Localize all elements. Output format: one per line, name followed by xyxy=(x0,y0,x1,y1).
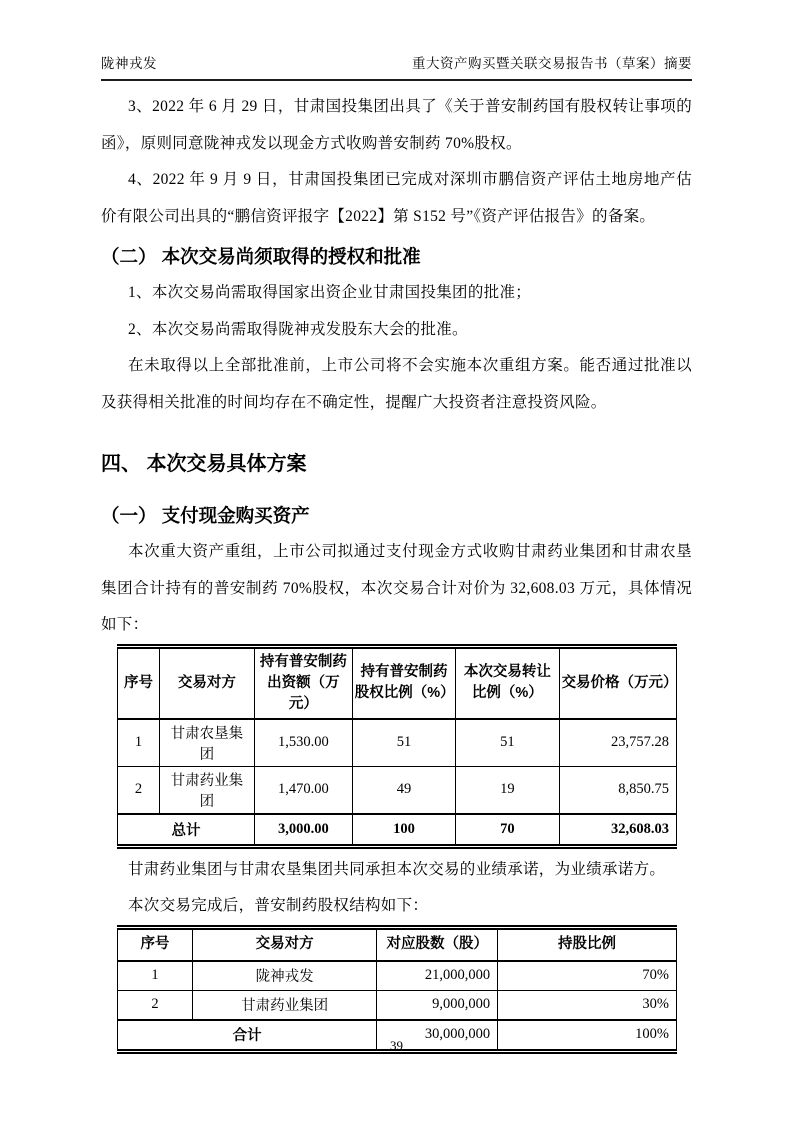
section-heading-4-1: （一） 支付现金购买资产 xyxy=(101,505,310,526)
table-row xyxy=(118,719,677,767)
deal-summary-paragraph: 本次重大资产重组，上市公司拟通过支付现金方式收购甘肃药业集团和甘肃农垦集团合计持有的普安制药 70%股权，本次交易合计对价为 32,608.03 万元，具体情况如下： xyxy=(101,543,692,633)
header-company-name: 陇神戎发 xyxy=(101,56,157,71)
approval-item-1: 1、本次交易尚需取得国家出资企业甘肃国投集团的批准； xyxy=(128,284,532,301)
cell-counterparty: 甘肃农垦集团 xyxy=(159,719,254,767)
approval-item-2: 2、本次交易尚需取得陇神戎发股东大会的批准。 xyxy=(128,320,468,338)
col-header-counterparty: 交易对方 xyxy=(192,927,376,961)
cell-counterparty: 陇神戎发 xyxy=(192,961,376,991)
col-header-index: 序号 xyxy=(118,646,160,719)
promise-paragraph: 甘肃药业集团与甘肃农垦集团共同承担本次交易的业绩承诺，为业绩承诺方。 xyxy=(128,860,666,878)
col-header-shares: 对应股数（股） xyxy=(377,927,498,961)
cell-counterparty: 甘肃药业集团 xyxy=(159,766,254,814)
structure-paragraph: 本次交易完成后，普安制药股权结构如下： xyxy=(128,897,429,914)
total-equity-ratio: 100 xyxy=(352,814,455,847)
col-header-counterparty: 交易对方 xyxy=(159,646,254,719)
col-header-equity-ratio: 持有普安制药股权比例（%） xyxy=(352,646,455,719)
header-doc-title: 重大资产购买暨关联交易报告书（草案）摘要 xyxy=(412,56,692,71)
col-header-transfer-ratio: 本次交易转让比例（%） xyxy=(456,646,559,719)
cell-price: 8,850.75 xyxy=(559,766,676,814)
paragraph-item-3: 3、2022 年 6 月 29 日，甘肃国投集团出具了《关于普安制药国有股权转让事项的函》，原则同意陇神戎发以现金方式收购普安制药 70%股权。 xyxy=(101,98,692,152)
cell-index: 2 xyxy=(118,990,193,1020)
section-heading-2: （二） 本次交易尚须取得的授权和批准 xyxy=(101,246,421,267)
page-body xyxy=(101,86,692,1054)
cell-equity-ratio: 51 xyxy=(352,719,455,767)
cell-capital: 1,530.00 xyxy=(254,719,352,767)
total-label: 合计 xyxy=(118,1020,377,1052)
total-capital: 3,000.00 xyxy=(254,814,352,847)
cell-share-ratio: 70% xyxy=(498,961,677,991)
page-number: 39 xyxy=(390,1038,403,1053)
col-header-share-ratio: 持股比例 xyxy=(498,927,677,961)
total-price: 32,608.03 xyxy=(559,814,676,847)
cell-capital: 1,470.00 xyxy=(254,766,352,814)
total-shares: 30,000,000 xyxy=(377,1020,498,1052)
paragraph-item-4: 4、2022 年 9 月 9 日，甘肃国投集团已完成对深圳市鹏信资产评估土地房地产估价有限公司出具的“鹏信资评报字【2022】第 S152 号”《资产评估报告》的备案。 xyxy=(101,171,692,225)
chapter-heading-4: 四、 本次交易具体方案 xyxy=(101,453,307,475)
cell-transfer-ratio: 19 xyxy=(456,766,559,814)
cell-counterparty: 甘肃药业集团 xyxy=(192,990,376,1020)
col-header-price: 交易价格（万元） xyxy=(559,646,676,719)
risk-paragraph: 在未取得以上全部批准前，上市公司将不会实施本次重组方案。能否通过批准以及获得相关批准的时间均存在不确定性，提醒广大投资者注意投资风险。 xyxy=(101,357,692,411)
transaction-price-table-wrap xyxy=(117,644,677,849)
cell-equity-ratio: 49 xyxy=(352,766,455,814)
cell-transfer-ratio: 51 xyxy=(456,719,559,767)
total-transfer-ratio: 70 xyxy=(456,814,559,847)
col-header-index: 序号 xyxy=(118,927,193,961)
equity-structure-table-wrap xyxy=(117,925,677,1054)
cell-index: 1 xyxy=(118,719,160,767)
running-header xyxy=(101,52,692,81)
cell-share-ratio: 30% xyxy=(498,990,677,1020)
transaction-price-table xyxy=(117,644,677,849)
table-header-row xyxy=(118,646,677,719)
cell-index: 1 xyxy=(118,961,193,991)
table-header-row xyxy=(118,927,677,961)
cell-price: 23,757.28 xyxy=(559,719,676,767)
col-header-capital: 持有普安制药出资额（万元） xyxy=(254,646,352,719)
table-row xyxy=(118,990,677,1020)
table-total-row xyxy=(118,814,677,847)
cell-index: 2 xyxy=(118,766,160,814)
total-share-ratio: 100% xyxy=(498,1020,677,1052)
cell-shares: 9,000,000 xyxy=(377,990,498,1020)
table-row xyxy=(118,961,677,991)
equity-structure-table xyxy=(117,925,677,1054)
table-row xyxy=(118,766,677,814)
total-label: 总计 xyxy=(118,814,255,847)
cell-shares: 21,000,000 xyxy=(377,961,498,991)
